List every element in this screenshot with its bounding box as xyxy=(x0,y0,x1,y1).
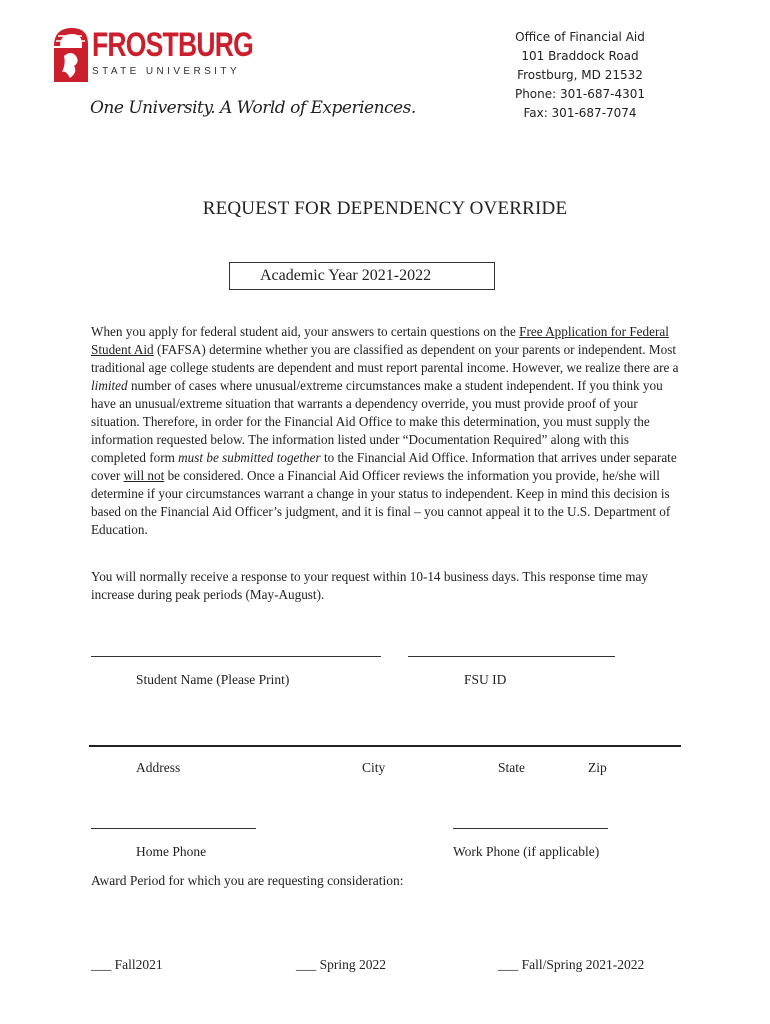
office-address xyxy=(480,28,680,123)
form-title: REQUEST FOR DEPENDENCY OVERRIDE xyxy=(202,198,568,219)
logo-subtitle: STATE UNIVERSITY xyxy=(92,66,240,77)
text-run: number of cases where unusual/extreme circumstances make a student independent. If you think you have an unusual/extreme situation that warrants a dependency override, you must provide proof of your situation. Therefore, in order for the Financial Aid Office to make this determination, you must supply the information requested below. The information listed under “Documentation Required” along with this completed form xyxy=(91,378,663,465)
tagline: One University. A World of Experiences. xyxy=(90,98,416,118)
office-line: Phone: 301-687-4301 xyxy=(514,87,646,101)
state-label: State xyxy=(498,760,525,775)
option-spring-2022[interactable]: ___ Spring 2022 xyxy=(296,957,387,972)
student-name-label: Student Name (Please Print) xyxy=(136,672,290,687)
award-period-prompt: Award Period for which you are requesting consideration: xyxy=(91,873,404,888)
student-name-field[interactable] xyxy=(91,656,381,657)
emphasis-limited: limited xyxy=(91,378,128,393)
office-line: Office of Financial Aid xyxy=(515,30,645,44)
option-fall-2021[interactable]: ___ Fall2021 xyxy=(91,957,163,972)
university-logo xyxy=(52,26,253,86)
text-run: be considered. Once a Financial Aid Officer reviews the information you provide, he/she will determine if your circumstances warrant a change in your status to independent. Keep in mind this decision is based on the Financial Aid Officer’s judgment, and it is final – you cannot appeal it to the U.S. Department of Education. xyxy=(91,468,671,537)
address-label: Address xyxy=(136,760,181,775)
emphasis-together: must be submitted together xyxy=(178,450,321,465)
address-field[interactable] xyxy=(89,745,681,747)
logo-wordmark: FROSTBURG xyxy=(92,26,253,64)
home-phone-field[interactable] xyxy=(91,828,256,829)
text-run: (FAFSA) determine whether you are classified as dependent on your parents or independent. Most traditional age college students are dependent and must report parental income. However, we realize there are a xyxy=(91,342,679,375)
intro-paragraph xyxy=(91,323,681,539)
fafsa-link[interactable]: Free Application for Federal Student Aid xyxy=(91,324,669,357)
home-phone-label: Home Phone xyxy=(136,844,207,859)
fsu-id-field[interactable] xyxy=(408,656,615,657)
response-time-paragraph: You will normally receive a response to your request within 10-14 business days. This response time may increase during peak periods (May-August). xyxy=(91,569,648,602)
text-run: to the Financial Aid Office. Information that arrives under separate cover xyxy=(91,450,677,483)
office-line: Frostburg, MD 21532 xyxy=(517,68,643,82)
work-phone-field[interactable] xyxy=(453,828,608,829)
academic-year-box: Academic Year 2021-2022 xyxy=(229,262,495,290)
text-run: When you apply for federal student aid, your answers to certain questions on the xyxy=(91,324,520,339)
office-line: Fax: 301-687-7074 xyxy=(523,106,637,120)
zip-label: Zip xyxy=(588,760,607,775)
flame-logo-icon xyxy=(52,26,90,84)
emphasis-will-not: will not xyxy=(123,468,165,483)
fsu-id-label: FSU ID xyxy=(464,672,507,687)
option-fall-spring-2021-2022[interactable]: ___ Fall/Spring 2021-2022 xyxy=(498,957,645,972)
work-phone-label: Work Phone (if applicable) xyxy=(453,844,600,859)
office-line: 101 Braddock Road xyxy=(521,49,639,63)
city-label: City xyxy=(362,760,386,775)
